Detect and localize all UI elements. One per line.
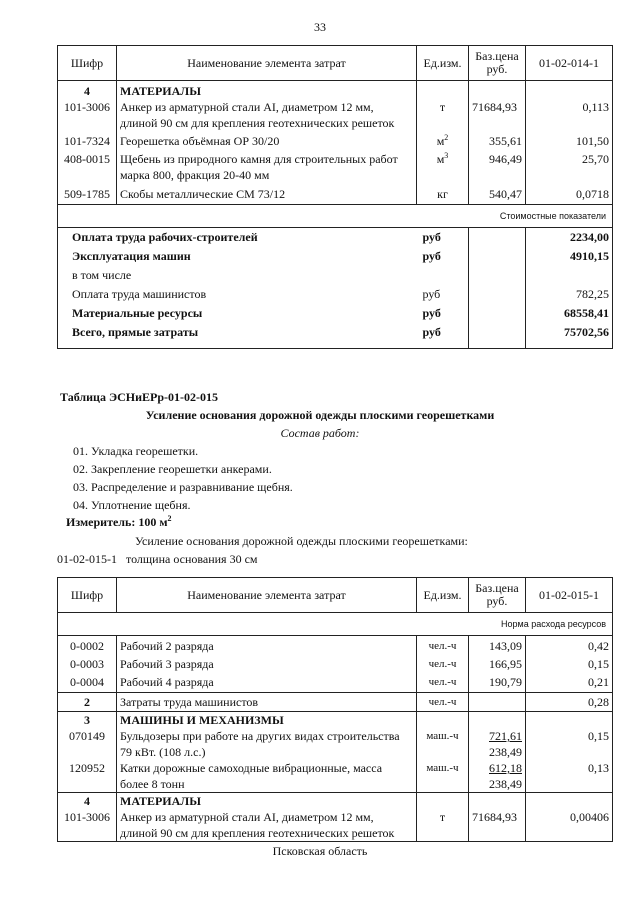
row-code: 101-7324 [58, 131, 117, 149]
table-row [58, 149, 613, 183]
row-value: 0,15 [588, 729, 609, 743]
summary-unit: руб [422, 230, 441, 244]
cost-table-01-02-015 [57, 577, 613, 842]
summary-row [58, 323, 613, 349]
row-unit: $м^2$ [417, 131, 469, 149]
summary-value: 75702,56 [564, 325, 609, 339]
works-label: Состав работ: [280, 426, 360, 440]
summary-name: Материальные ресурсы [72, 306, 203, 320]
table-row [58, 131, 613, 149]
row-unit: маш.-ч [417, 760, 469, 793]
header-price: Баз.цена руб. [469, 46, 526, 81]
row-unit: чел.-ч [417, 672, 469, 693]
row-name: Рабочий 3 разряда [117, 654, 417, 672]
table-row [58, 654, 613, 672]
row-name: Щебень из природного камня для строительных работ марка 800, фракция 20-40 мм [117, 149, 417, 183]
summary-value: 68558,41 [564, 306, 609, 320]
summary-value: 2234,00 [570, 230, 609, 244]
table-row [58, 672, 613, 693]
summary-row [58, 304, 613, 323]
row-code: 0-0004 [58, 672, 117, 693]
section-row [58, 712, 613, 729]
row-unit: чел.-ч [417, 693, 469, 712]
row-price: 190,79 [469, 672, 526, 693]
cost-table-01-02-014 [57, 45, 613, 349]
summary-row [58, 285, 613, 304]
row-price: 143,09 [469, 636, 526, 655]
row-price: 612,18 238,49 [469, 760, 526, 793]
summary-unit: руб [422, 325, 441, 339]
section-row [58, 793, 613, 810]
table-row [58, 99, 613, 131]
header-name: Наименование элемента затрат [117, 578, 417, 613]
row-unit: чел.-ч [417, 636, 469, 655]
work-item: 02. Закрепление георешетки анкерами. [73, 462, 272, 476]
variant-name: толщина основания 30 см [126, 552, 258, 566]
row-price: 540,47 [469, 183, 526, 205]
row-number: 2 [58, 693, 117, 712]
summary-name: Всего, прямые затраты [72, 325, 199, 339]
header-name: Наименование элемента затрат [117, 46, 417, 81]
row-code: 408-0015 [58, 149, 117, 183]
summary-value: 4910,15 [570, 249, 609, 263]
summary-name: в том числе [72, 268, 132, 282]
header-unit: Ед.изм. [417, 578, 469, 613]
header-code: Шифр [58, 578, 117, 613]
summary-name: Оплата труда машинистов [72, 287, 207, 301]
row-code: 070149 [58, 728, 117, 760]
table-row [58, 760, 613, 793]
row-unit: кг [417, 183, 469, 205]
row-price: 721,61 238,49 [469, 728, 526, 760]
row-unit: т [417, 99, 469, 131]
row-unit: т [417, 809, 469, 842]
row-value: 0,113 [582, 100, 609, 114]
section-title: МАТЕРИАЛЫ [117, 793, 417, 810]
row-name: Анкер из арматурной стали AI, диаметром 12 мм, длиной 90 см для крепления геотехнических решеток [117, 99, 417, 131]
header-norm-code: 01-02-014-1 [526, 46, 613, 81]
section-title: МАШИНЫ И МЕХАНИЗМЫ [117, 712, 417, 729]
row-price: 166,95 [469, 654, 526, 672]
cost-indicators-caption: Стоимостные показатели [58, 205, 613, 228]
norm-caption: Норма расхода ресурсов [58, 613, 613, 636]
row-value: 0,21 [588, 675, 609, 689]
section-heading: Усиление основания дорожной одежды плоскими георешетками [145, 408, 495, 422]
meter: Измеритель: 100 $м^2$ [66, 514, 172, 529]
row-unit: чел.-ч [417, 654, 469, 672]
summary-value: 782,25 [576, 287, 609, 301]
row-code: 101-3006 [58, 809, 117, 842]
row-value: 0,15 [588, 657, 609, 671]
variant [57, 552, 258, 567]
row-name: Бульдозеры при работе на других видах строительства 79 кВт. (108 л.с.) [117, 728, 417, 760]
row-name: Катки дорожные самоходные вибрационные, масса более 8 тонн [117, 760, 417, 793]
section-title: МАТЕРИАЛЫ [117, 81, 417, 100]
table-header [58, 46, 613, 81]
row-unit: $м^3$ [417, 149, 469, 183]
row-value: 0,00406 [570, 810, 609, 824]
row-name: Затраты труда машинистов [117, 693, 417, 712]
work-item: 01. Укладка георешетки. [73, 444, 199, 458]
row-price: 71684,93 [469, 99, 526, 131]
row-name: Рабочий 4 разряда [117, 672, 417, 693]
variant-code: 01-02-015-1 [57, 552, 117, 566]
row-name: Скобы металлические СМ 73/12 [117, 183, 417, 205]
row-price: 71684,93 [469, 809, 526, 842]
summary-unit: руб [422, 306, 441, 320]
row-name: Анкер из арматурной стали AI, диаметром 12 мм, длиной 90 см для крепления геотехнических решеток [117, 809, 417, 842]
page-number: 33 [314, 20, 326, 34]
header-price: Баз.цена руб. [469, 578, 526, 613]
table-header [58, 578, 613, 613]
row-code: 0-0002 [58, 636, 117, 655]
header-unit: Ед.изм. [417, 46, 469, 81]
row-value: 0,0718 [576, 187, 609, 201]
row-unit: маш.-ч [417, 728, 469, 760]
row-value: 101,50 [576, 134, 609, 148]
row-code: 120952 [58, 760, 117, 793]
footer-region: Псковская область [272, 844, 368, 858]
summary-name: Эксплуатация машин [72, 249, 191, 263]
summary-row [58, 247, 613, 266]
work-item: 03. Распределение и разравнивание щебня. [73, 480, 293, 494]
header-code: Шифр [58, 46, 117, 81]
section-number: 4 [58, 81, 117, 100]
table-row [58, 183, 613, 205]
operators-row [58, 693, 613, 712]
row-code: 101-3006 [58, 99, 117, 131]
summary-unit: руб [422, 249, 441, 263]
summary-row [58, 228, 613, 248]
section-number: 3 [58, 712, 117, 729]
row-price: 946,49 [469, 149, 526, 183]
section-row [58, 81, 613, 100]
summary-unit: руб [422, 287, 441, 301]
row-value: 0,42 [588, 639, 609, 653]
row-value: 0,28 [526, 693, 613, 712]
table-title: Таблица ЭСНиЕРр-01-02-015 [60, 390, 219, 404]
row-name: Георешетка объёмная ОР 30/20 [117, 131, 417, 149]
table-row [58, 636, 613, 655]
row-code: 0-0003 [58, 654, 117, 672]
row-price: 355,61 [469, 131, 526, 149]
section-number: 4 [58, 793, 117, 810]
summary-name: Оплата труда рабочих-строителей [72, 230, 258, 244]
table-row [58, 809, 613, 842]
row-value: 0,13 [588, 761, 609, 775]
table-row [58, 728, 613, 760]
row-code: 509-1785 [58, 183, 117, 205]
work-item: 04. Уплотнение щебня. [73, 498, 191, 512]
intro-text: Усиление основания дорожной одежды плоскими георешетками: [135, 534, 468, 548]
row-name: Рабочий 2 разряда [117, 636, 417, 655]
summary-row [58, 266, 613, 285]
header-norm-code: 01-02-015-1 [526, 578, 613, 613]
row-value: 25,70 [582, 152, 609, 166]
